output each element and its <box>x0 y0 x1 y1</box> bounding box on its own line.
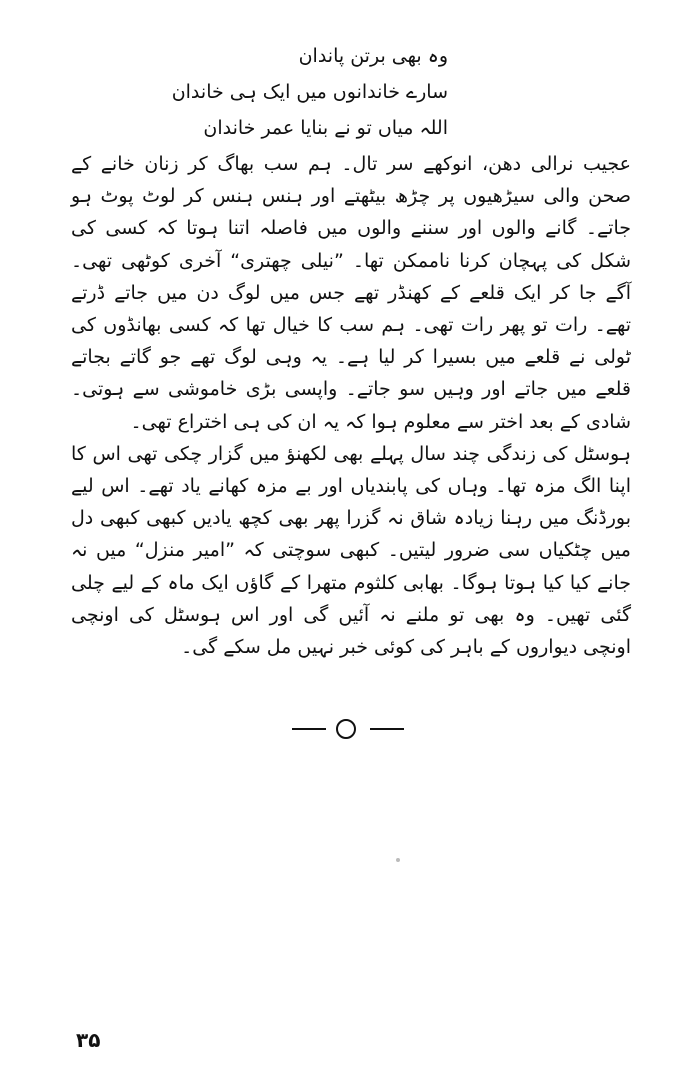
poem-line-1: وہ بھی برتن پاندان <box>298 45 448 67</box>
page-number: ۳۵ <box>76 1028 101 1052</box>
poem-line-3: اللہ میاں تو نے بنایا عمر خاندان <box>203 117 448 139</box>
paragraph-2: ہوسٹل کی زندگی چند سال پہلے بھی لکھنؤ میں گزار چکی تھی اس کا اپنا الگ مزہ تھا۔ وہاں کی پابندیاں اور بے مزہ کھانے یاد تھے۔ اس لیے بورڈنگ میں رہنا زیادہ شاق نہ گزرا پھر بھی کچھ یادیں کبھی کبھی دل میں چٹکیاں سی ضرور لیتیں۔ کبھی سوچتی کہ ”امیر منزل“ میں نہ جانے کیا کیا ہوتا ہوگا۔ بھابی کلثوم متھرا کے گاؤں ایک ماہ کے لیے چلی گئی تھیں۔ وہ بھی تو ملنے نہ آئیں گی اور اس ہوسٹل کی اونچی اونچی دیواروں کے باہر کی کوئی خبر نہیں مل سکے گی۔ <box>71 442 631 659</box>
poem-line-2: سارے خاندانوں میں ایک ہی خاندان <box>171 81 448 103</box>
divider-line-left <box>292 728 326 730</box>
scan-speck <box>396 858 400 862</box>
poem-block <box>171 38 448 146</box>
prose-block <box>71 148 631 663</box>
divider-line-right <box>370 728 404 730</box>
divider-circle-ornament <box>336 719 356 739</box>
section-divider <box>292 716 404 744</box>
paragraph-1: عجیب نرالی دھن، انوکھے سر تال۔ ہم سب بھاگ کر زنان خانے کے صحن والی سیڑھیوں پر چڑھ بیٹھتے اور ہنس ہنس کر لوٹ پوٹ ہو جاتے۔ گانے والوں اور سننے والوں میں فاصلہ اتنا ہوتا کہ کسی کی شکل کی پہچان کرنا ناممکن تھا۔ ”نیلی چھتری“ آخری کوٹھی تھی۔ آگے جا کر ایک قلعے کے کھنڈر تھے جس میں لوگ دن میں جاتے ڈرتے تھے۔ رات تو پھر رات تھی۔ ہم سب کا خیال تھا کہ کسی بھانڈوں کی ٹولی نے قلعے میں بسیرا کر لیا ہے۔ یہ وہی لوگ تھے جو گاتے بجاتے قلعے میں جاتے اور وہیں سو جاتے۔ واپسی بڑی خاموشی سے ہوتی۔ شادی کے بعد اختر سے معلوم ہوا کہ یہ ان کی ہی اختراع تھی۔ <box>71 153 631 433</box>
